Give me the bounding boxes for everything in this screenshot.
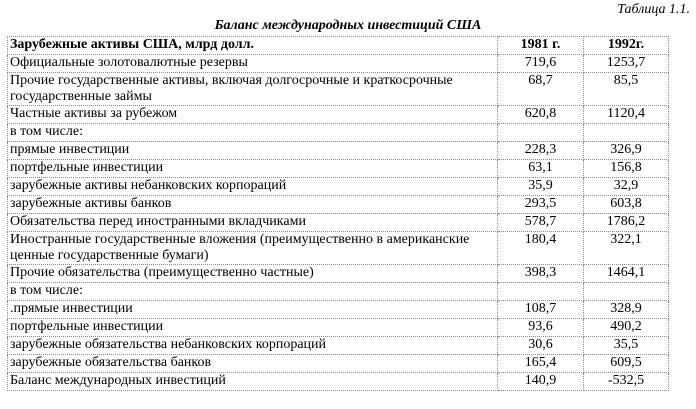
- table-number-label: Таблица 1.1.: [617, 2, 690, 17]
- row-label-cell: Официальные золотовалютные резервы: [8, 55, 498, 73]
- investment-balance-table: [7, 36, 669, 391]
- row-1992-value: 1786,2: [584, 214, 669, 232]
- table-row: [8, 373, 669, 391]
- row-1981-value: 93,6: [498, 319, 584, 337]
- row-label-cell: зарубежные активы банков: [8, 196, 498, 214]
- row-1981-value: 180,4: [498, 232, 584, 265]
- row-label-cell: зарубежные обязательства банков: [8, 355, 498, 373]
- table-row: [8, 196, 669, 214]
- row-1981-value: 620,8: [498, 106, 584, 124]
- row-1992-value: 1464,1: [584, 265, 669, 283]
- row-1981-value: 228,3: [498, 142, 584, 160]
- table-row: [8, 106, 669, 124]
- header-1981-column: 1981 г.: [498, 37, 584, 55]
- table-row: [8, 160, 669, 178]
- table-row: [8, 265, 669, 283]
- table-row: [8, 142, 669, 160]
- row-1992-value: 1253,7: [584, 55, 669, 73]
- table-title: Баланс международных инвестиций США: [214, 18, 482, 33]
- row-1992-value: 490,2: [584, 319, 669, 337]
- row-1992-value: -532,5: [584, 373, 669, 391]
- row-label-cell: портфельные инвестиции: [8, 319, 498, 337]
- row-1981-value: 398,3: [498, 265, 584, 283]
- row-label-cell: зарубежные обязательства небанковских корпораций: [8, 337, 498, 355]
- row-1981-value: 68,7: [498, 73, 584, 106]
- row-1992-value: 156,8: [584, 160, 669, 178]
- row-1981-value: 578,7: [498, 214, 584, 232]
- row-label-cell: в том числе:: [8, 283, 498, 301]
- table-row: [8, 124, 669, 142]
- row-1981-value: [498, 283, 584, 301]
- row-label-cell: зарубежные активы небанковских корпораций: [8, 178, 498, 196]
- row-1992-value: 32,9: [584, 178, 669, 196]
- row-1992-value: 609,5: [584, 355, 669, 373]
- row-label-cell: .прямые инвестиции: [8, 301, 498, 319]
- row-1992-value: [584, 283, 669, 301]
- table-row: [8, 55, 669, 73]
- row-1981-value: [498, 124, 584, 142]
- table-row: [8, 73, 669, 106]
- table-row: [8, 178, 669, 196]
- row-1992-value: 603,8: [584, 196, 669, 214]
- row-1981-value: 140,9: [498, 373, 584, 391]
- row-label-cell: Прочие государственные активы, включая долгосрочные и краткосрочные государственные займы: [8, 73, 498, 106]
- row-label-cell: Обязательства перед иностранными вкладчиками: [8, 214, 498, 232]
- row-1981-value: 30,6: [498, 337, 584, 355]
- row-1981-value: 108,7: [498, 301, 584, 319]
- row-1981-value: 293,5: [498, 196, 584, 214]
- table-row: [8, 337, 669, 355]
- row-1981-value: 35,9: [498, 178, 584, 196]
- table-row: [8, 283, 669, 301]
- row-1981-value: 63,1: [498, 160, 584, 178]
- table-row: [8, 319, 669, 337]
- row-1981-value: 719,6: [498, 55, 584, 73]
- row-label-cell: Иностранные государственные вложения (преимущественно в американские ценные государственные бумаги): [8, 232, 498, 265]
- table-row: [8, 355, 669, 373]
- header-1992-column: 1992г.: [584, 37, 669, 55]
- row-label-cell: прямые инвестиции: [8, 142, 498, 160]
- row-1992-value: 322,1: [584, 232, 669, 265]
- row-1992-value: 1120,4: [584, 106, 669, 124]
- table-row: [8, 301, 669, 319]
- table-row: [8, 214, 669, 232]
- row-label-cell: в том числе:: [8, 124, 498, 142]
- row-label-cell: Частные активы за рубежом: [8, 106, 498, 124]
- row-label-cell: Прочие обязательства (преимущественно частные): [8, 265, 498, 283]
- row-label-cell: Баланс международных инвестиций: [8, 373, 498, 391]
- row-1992-value: 85,5: [584, 73, 669, 106]
- row-1992-value: 328,9: [584, 301, 669, 319]
- header-label-column: Зарубежные активы США, млрд долл.: [8, 37, 498, 55]
- row-1992-value: 35,5: [584, 337, 669, 355]
- row-1992-value: 326,9: [584, 142, 669, 160]
- row-1981-value: 165,4: [498, 355, 584, 373]
- table-body: [8, 55, 669, 391]
- table-header-row: [8, 37, 669, 55]
- row-label-cell: портфельные инвестиции: [8, 160, 498, 178]
- row-1992-value: [584, 124, 669, 142]
- table-row: [8, 232, 669, 265]
